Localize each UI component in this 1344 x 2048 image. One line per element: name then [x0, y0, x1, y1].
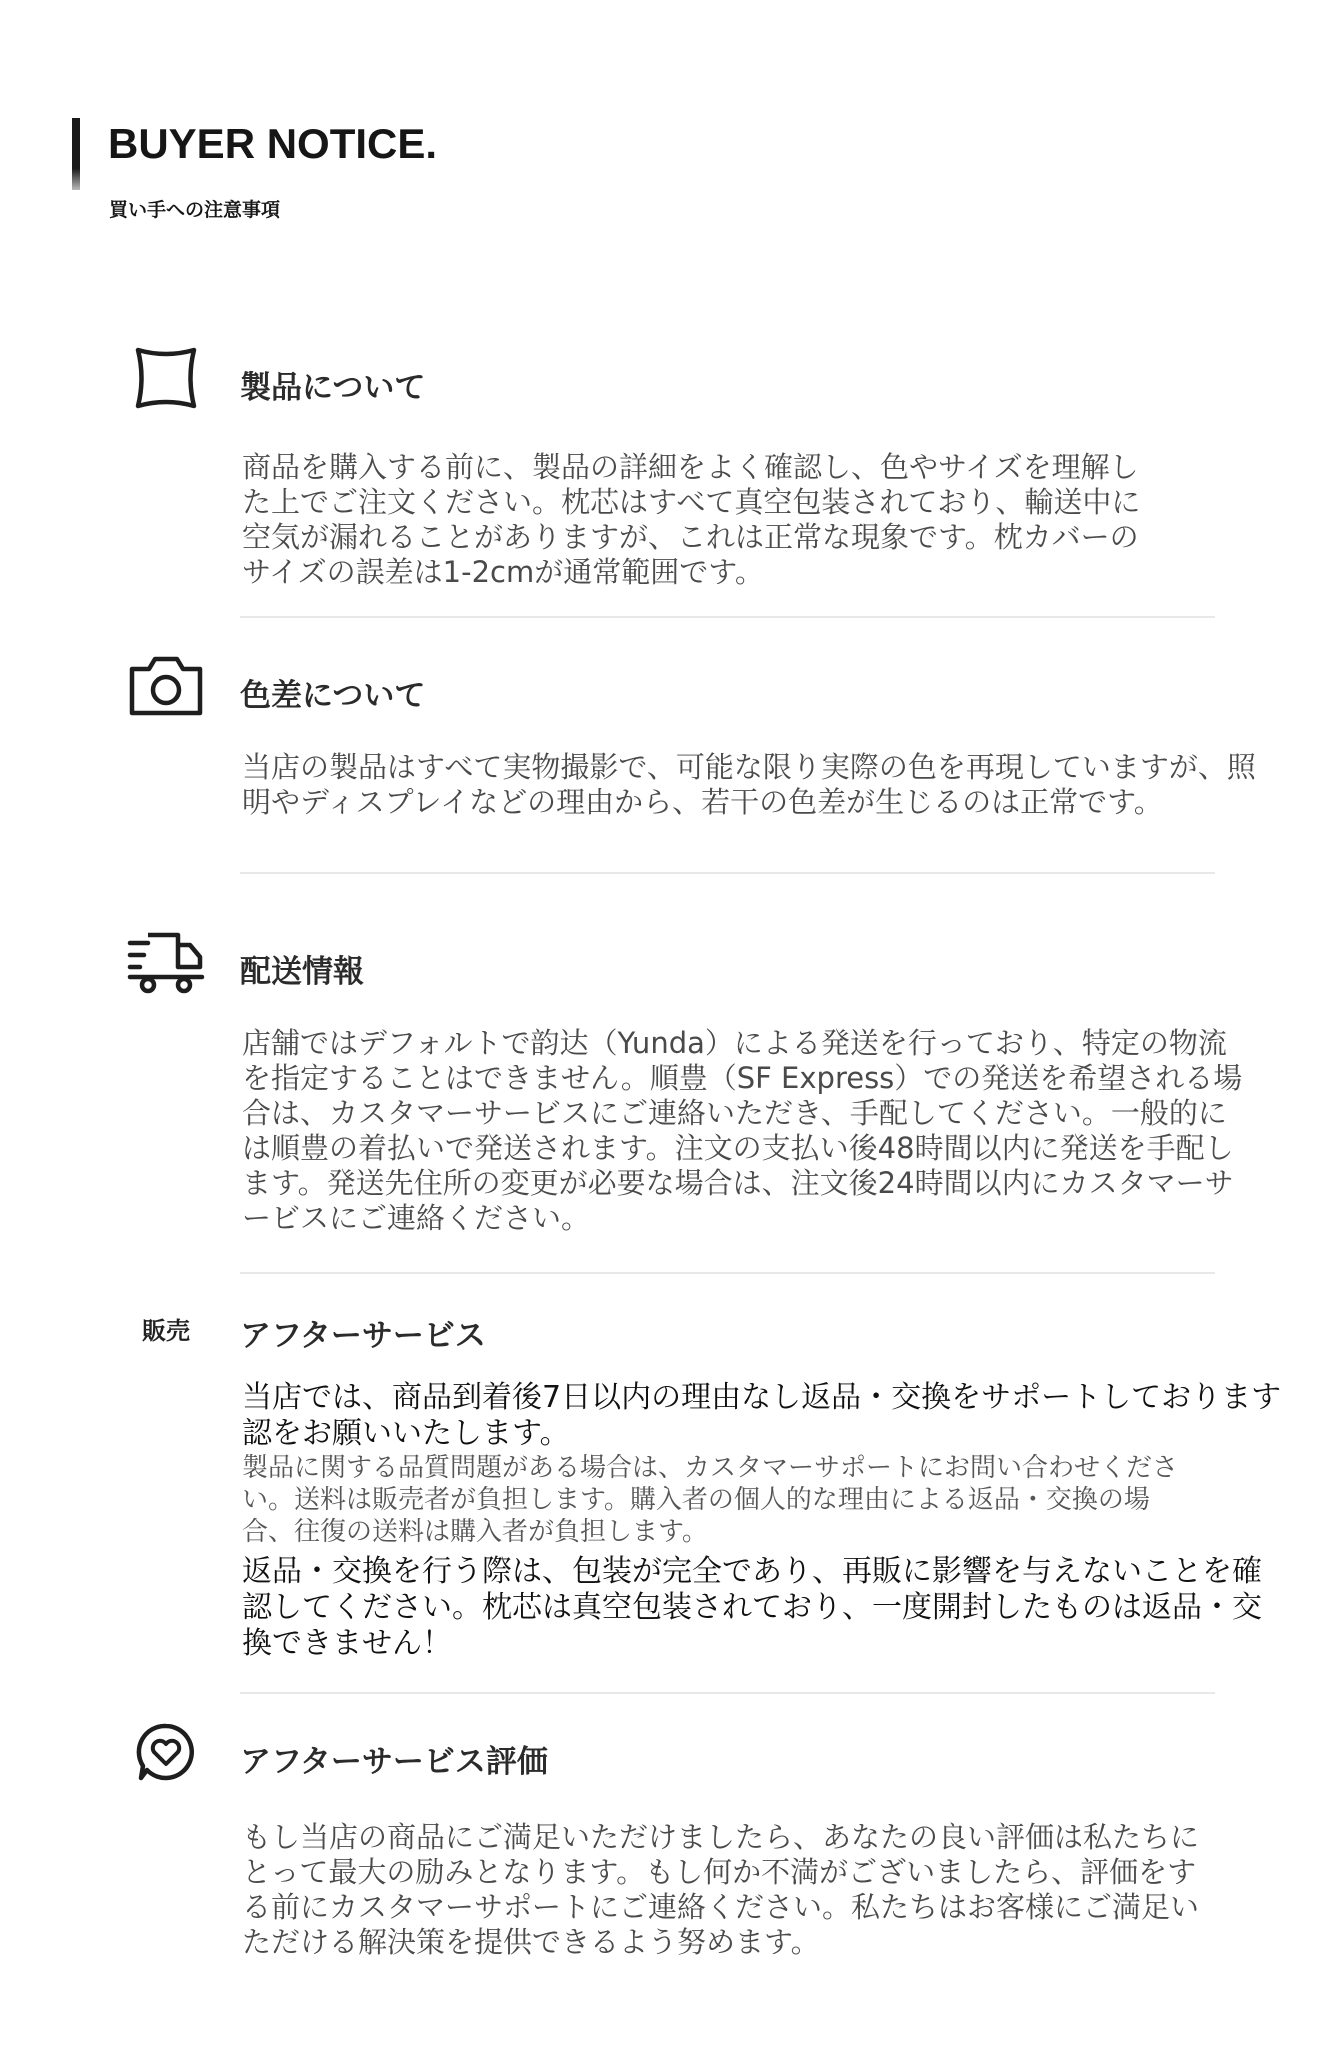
- section-body-product: 商品を購入する前に、製品の詳細をよく確認し、色やサイズを理解した上でご注文ください。枕芯はすべて真空包装されており、輸送中に空気が漏れることがありますが、これは正常な現象です。枕カバーのサイズの誤差は1-2cmが通常範囲です。: [242, 450, 1141, 589]
- aftersales-lead-cont: 認をお願いいたします。: [242, 1416, 570, 1451]
- camera-icon: [122, 646, 210, 726]
- heart-chat-icon: [122, 1712, 210, 1792]
- aftersales-lead: 当店では、商品到着後7日以内の理由なし返品・交換をサポートしております: [242, 1380, 1282, 1415]
- section-body-color: 当店の製品はすべて実物撮影で、可能な限り実際の色を再現していますが、照明やディスプレイなどの理由から、若干の色差が生じるのは正常です。: [242, 750, 1256, 819]
- section-title-aftersales: アフターサービス: [240, 1318, 486, 1354]
- section-divider: [240, 1272, 1215, 1274]
- sales-label-text: 販売: [142, 1316, 190, 1345]
- sales-label-icon: [122, 1288, 210, 1368]
- aftersales-return-note: 返品・交換を行う際は、包装が完全であり、再販に影響を与えないことを確認してください。枕芯は真空包装されており、一度開封したものは返品・交換できません！: [242, 1554, 1262, 1661]
- section-divider: [240, 1692, 1215, 1694]
- page-subtitle: 買い手への注意事項: [109, 199, 281, 221]
- section-divider: [240, 872, 1215, 874]
- aftersales-quality-note: 製品に関する品質問題がある場合は、カスタマーサポートにお問い合わせください。送料は販売者が負担します。購入者の個人的な理由による返品・交換の場合、往復の送料は購入者が負担します。: [242, 1453, 1179, 1547]
- section-title-shipping: 配送情報: [240, 954, 364, 990]
- section-title-review: アフターサービス評価: [240, 1744, 548, 1780]
- section-title-color: 色差について: [240, 678, 426, 714]
- header-accent-bar: [72, 118, 80, 190]
- section-divider: [240, 616, 1215, 618]
- section-body-review: もし当店の商品にご満足いただけましたら、あなたの良い評価は私たちにとって最大の励みとなります。もし何か不満がございましたら、評価をする前にカスタマーサポートにご連絡ください。私たちはお客様にご満足いただける解決策を提供できるよう努めます。: [242, 1820, 1200, 1959]
- section-body-aftersales: [242, 1380, 1342, 1662]
- section-body-shipping: 店舗ではデフォルトで韵达（Yunda）による発送を行っており、特定の物流を指定することはできません。順豊（SF Express）での発送を希望される場合は、カスタマーサービスにご連絡いただき、手配してください。一般的には順豊の着払いで発送されます。注文の支払い後48時間以内に発送を手配します。発送先住所の変更が必要な場合は、注文後24時間以内にカスタマーサービスにご連絡ください。: [242, 1026, 1243, 1235]
- delivery-truck-icon: [122, 922, 210, 1002]
- section-title-product: 製品について: [240, 370, 426, 406]
- pillow-icon: [122, 338, 210, 418]
- page-title: BUYER NOTICE.: [108, 120, 438, 167]
